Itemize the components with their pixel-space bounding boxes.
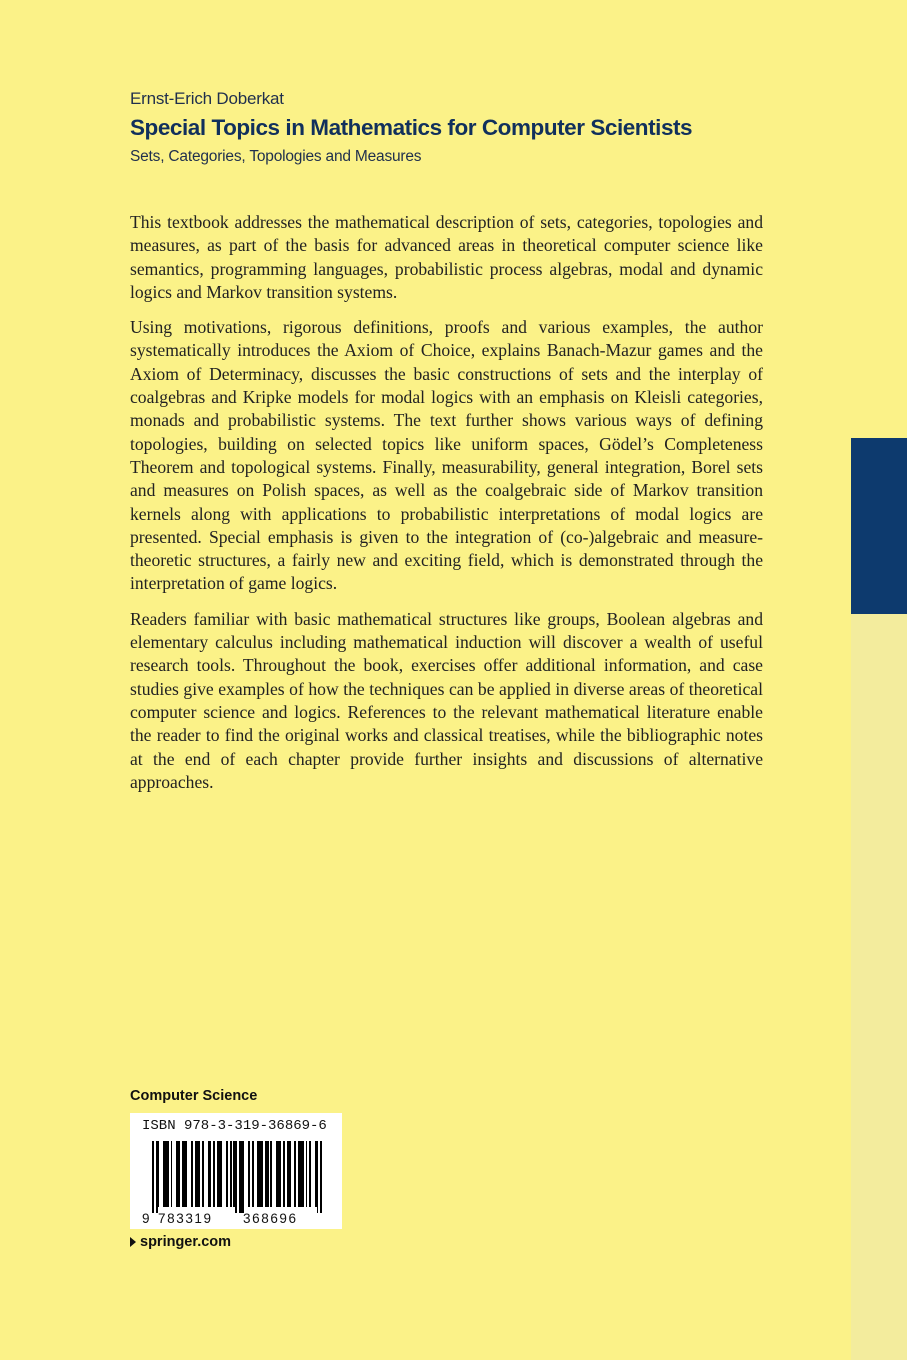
barcode-bar: [270, 1141, 272, 1207]
arrow-right-icon: [130, 1237, 136, 1247]
barcode-bar: [302, 1141, 304, 1207]
barcode-bar: [226, 1141, 228, 1207]
barcode-bar: [171, 1141, 173, 1207]
barcode-digit-group: 368696: [243, 1211, 298, 1226]
barcode-digit-group: 783319: [158, 1211, 213, 1226]
barcode-bar: [252, 1141, 254, 1207]
description-paragraph: Readers familiar with basic mathematical structures like groups, Boolean algebras and elementary calculus including mathematical induction will discover a wealth of useful research tools. Throughout the book, exercises offer additional information, and case studies give examples of how the techniques can be applied in diverse areas of theoretical computer science and logics. References to the relevant mathematical literature enable the reader to find the original works and classical treatises, while the bibliographic notes at the end of each chapter provide further insights and discussions of alternative approaches.: [130, 608, 763, 792]
barcode-bar: [243, 1141, 245, 1213]
barcode-bar: [280, 1141, 282, 1207]
barcode-bar: [178, 1141, 180, 1207]
publisher-label: springer.com: [140, 1234, 232, 1250]
book-title: Special Topics in Mathematics for Computer Scientists: [130, 115, 693, 140]
barcode: [130, 1113, 342, 1229]
barcode-bar: [152, 1141, 154, 1213]
isbn-label: ISBN 978-3-319-36869-6: [142, 1118, 327, 1134]
publisher-link[interactable]: [130, 1234, 231, 1250]
barcode-bar: [248, 1141, 250, 1207]
barcode-bar: [191, 1141, 193, 1207]
barcode-bar: [235, 1141, 237, 1213]
barcode-lead-digit: 9: [142, 1211, 150, 1226]
barcode-bar: [317, 1141, 319, 1213]
barcode-bar: [220, 1141, 222, 1207]
barcode-digits: [130, 1211, 342, 1227]
accent-strip: [851, 438, 907, 614]
description-paragraph: Using motivations, rigorous definitions, proofs and various examples, the author systematically introduces the Axiom of Choice, explains Banach-Mazur games and the Axiom of Determinacy, discusses the basic constructions of sets and the interplay of coalgebras and Kripke models for modal logics with an emphasis on Kleisli categories, monads and probabilistic systems. The text further shows various ways of defining topologies, building on selected topics like uniform spaces, Gödel’s Completeness Theorem and topological systems. Finally, measurability, general integration, Borel sets and measures on Polish spaces, as well as the coalgebraic side of Markov transition kernels along with applications to probabilistic interpretations of modal logics are presented. Special emphasis is given to the integration of (co-)algebraic and measure-theoretic structures, a fairly new and exciting field, which is demonstrated through the interpretation of game logics.: [130, 317, 763, 594]
subject-category: Computer Science: [130, 1088, 258, 1104]
barcode-bar: [320, 1141, 322, 1213]
barcode-bar: [267, 1141, 269, 1207]
barcode-bar: [202, 1141, 204, 1207]
barcode-bar: [185, 1141, 187, 1207]
barcode-bar: [306, 1141, 308, 1207]
barcode-bar: [198, 1141, 200, 1207]
author-name: Ernst-Erich Doberkat: [130, 89, 284, 108]
barcode-bar: [289, 1141, 291, 1207]
barcode-bar: [283, 1141, 285, 1207]
accent-strip-light: [851, 614, 907, 1360]
barcode-bar: [158, 1141, 160, 1207]
barcode-bar: [230, 1141, 232, 1207]
barcode-bar: [294, 1141, 296, 1207]
barcode-bar: [309, 1141, 311, 1207]
barcode-bar: [261, 1141, 263, 1207]
description: [130, 211, 763, 806]
barcode-bar: [213, 1141, 215, 1207]
barcode-bar: [209, 1141, 211, 1207]
book-subtitle: Sets, Categories, Topologies and Measures: [130, 148, 422, 165]
description-paragraph: This textbook addresses the mathematical description of sets, categories, topologies and measures, as part of the basis for advanced areas in theoretical computer science like semantics, programming languages, probabilistic process algebras, modal and dynamic logics and Markov transition systems.: [130, 212, 763, 302]
barcode-bar: [167, 1141, 169, 1207]
